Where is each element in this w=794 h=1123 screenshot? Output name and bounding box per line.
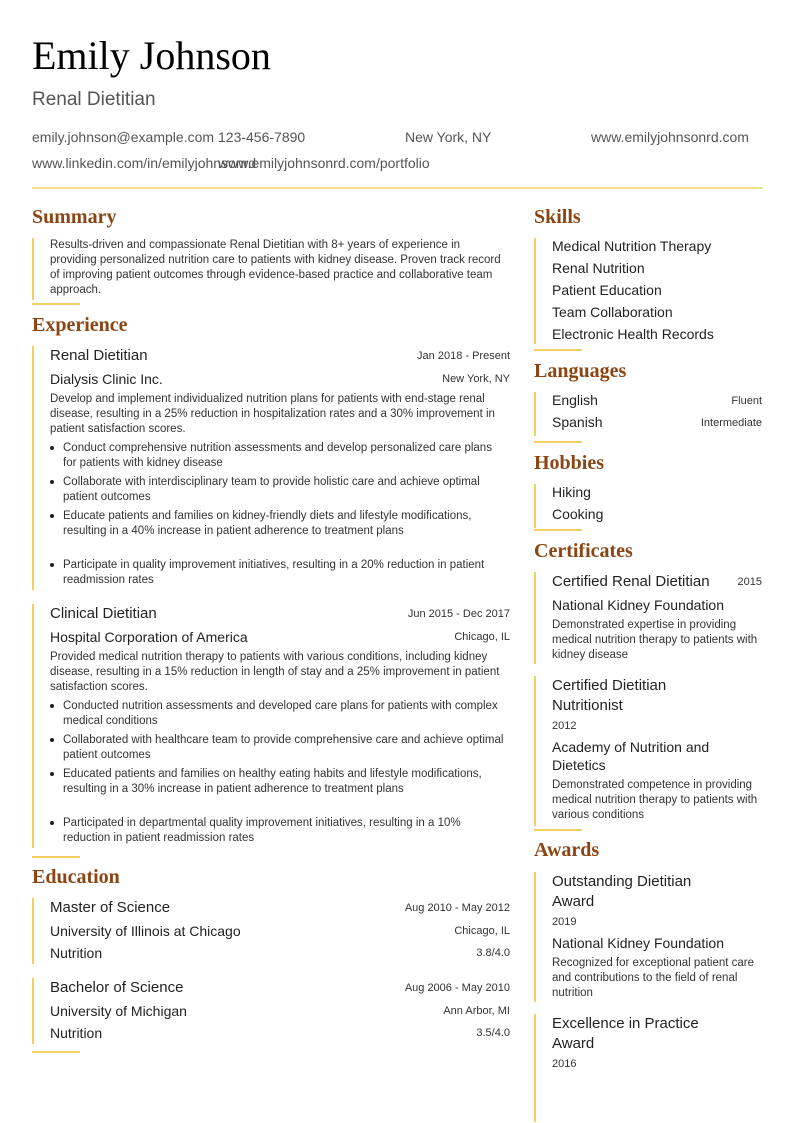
certificate-name: Certified Renal Dietitian (552, 573, 710, 590)
awards-heading: Awards (534, 839, 600, 861)
award-description: Recognized for exceptional patient care and contributions to the field of renal nutrition (552, 957, 755, 999)
languages-heading: Languages (534, 360, 627, 382)
skill-item: Renal Nutrition (552, 260, 645, 276)
education-gpa: 3.8/4.0 (476, 947, 510, 959)
languages-rule (534, 441, 582, 443)
job-description: Develop and implement individualized nutrition plans for patients with end-stage renal disease, resulting in a 25% reduction in hospitalization rates and a 30% improvement in patient satisfaction scores. (50, 393, 495, 435)
job-company: Hospital Corporation of America (50, 629, 248, 645)
award-bar (534, 872, 536, 1002)
education-heading: Education (32, 866, 120, 888)
bullet-text: Conducted nutrition assessments and developed care plans for patients with complex medical conditions (63, 700, 498, 727)
award-name-line1: Outstanding Dietitian (552, 873, 692, 890)
bullet-dot (50, 480, 54, 484)
award-issuer: National Kidney Foundation (552, 935, 725, 951)
education-gpa: 3.5/4.0 (476, 1027, 510, 1039)
job-dates: Jan 2018 - Present (417, 350, 510, 362)
education-school: University of Illinois at Chicago (50, 923, 241, 939)
certificate-issuer-line1: Academy of Nutrition and (552, 739, 710, 755)
certificate-name-line1: Certified Dietitian (552, 677, 667, 694)
bullet-text: Collaborate with interdisciplinary team to provide holistic care and achieve optimal patient outcomes (63, 476, 480, 503)
skills-rule (534, 349, 582, 351)
job-location: New York, NY (442, 373, 510, 385)
certificate-year: 2015 (737, 576, 762, 588)
experience-heading: Experience (32, 314, 128, 336)
job-company: Dialysis Clinic Inc. (50, 371, 163, 387)
job-bar (32, 604, 34, 848)
education-degree: Bachelor of Science (50, 979, 184, 996)
job-bullet (63, 699, 508, 729)
certificate-bar (534, 572, 536, 664)
bullet-text: Educated patients and families on healthy eating habits and lifestyle modifications, resulting in a 30% increase in patient adherence to treatment plans (63, 768, 482, 795)
languages-bar (534, 392, 536, 436)
linkedin-link[interactable]: www.linkedin.com/in/emilyjohnsonrd (32, 155, 257, 171)
candidate-title: Renal Dietitian (32, 89, 156, 110)
skill-item: Patient Education (552, 282, 662, 298)
bullet-dot (50, 772, 54, 776)
website-link[interactable]: www.emilyjohnsonrd.com (591, 129, 749, 145)
hobby-item: Cooking (552, 506, 604, 522)
education-field: Nutrition (50, 1025, 103, 1041)
award-name-line2: Award (552, 1035, 595, 1052)
certificate-description: Demonstrated competence in providing medical nutrition therapy to patients with various conditions (552, 779, 758, 821)
certificates-heading: Certificates (534, 540, 633, 562)
header-divider (32, 187, 763, 189)
job-bullet (63, 816, 508, 846)
summary-rule (32, 303, 80, 305)
education-location: Ann Arbor, MI (443, 1005, 510, 1017)
job-bar (32, 346, 34, 590)
bullet-dot (50, 821, 54, 825)
bullet-dot (50, 704, 54, 708)
bullet-dot (50, 563, 54, 567)
skills-bar (534, 238, 536, 344)
experience-rule (32, 856, 80, 858)
job-description: Provided medical nutrition therapy to patients with various conditions, including kidney disease, resulting in a 15% reduction in length of stay and a 25% improvement in patient satisfaction scores. (50, 651, 500, 693)
award-name-line1: Excellence in Practice (552, 1015, 699, 1032)
certificate-description: Demonstrated expertise in providing medical nutrition therapy to patients with kidney disease (552, 619, 758, 661)
award-name-line2: Award (552, 893, 595, 910)
summary-heading: Summary (32, 206, 117, 228)
hobbies-rule (534, 529, 582, 531)
certificates-rule (534, 829, 582, 831)
job-bullet (63, 441, 508, 471)
location-text: New York, NY (405, 129, 492, 145)
bullet-dot (50, 514, 54, 518)
summary-text: Results-driven and compassionate Renal Dietitian with 8+ years of experience in providing personalized nutrition care to patients with kidney disease. Proven track record of improving patient outcomes through evidence-based practice and collaborative team approach. (50, 239, 501, 296)
skill-item: Electronic Health Records (552, 326, 714, 342)
education-dates: Aug 2006 - May 2010 (404, 982, 510, 994)
education-location: Chicago, IL (454, 925, 510, 937)
job-dates: Jun 2015 - Dec 2017 (407, 608, 510, 620)
phone-text: 123-456-7890 (218, 129, 306, 145)
skill-item: Team Collaboration (552, 304, 673, 320)
award-year: 2016 (552, 1058, 577, 1070)
language-name: Spanish (552, 414, 603, 430)
hobby-item: Hiking (552, 484, 591, 500)
language-name: English (552, 392, 598, 408)
skills-heading: Skills (534, 206, 581, 228)
certificate-name-line2: Nutritionist (552, 697, 623, 714)
job-bullet (63, 733, 508, 763)
education-bar (32, 898, 34, 964)
job-title: Clinical Dietitian (50, 605, 157, 622)
bullet-text: Participate in quality improvement initiatives, resulting in a 20% reduction in patient readmission rates (63, 559, 485, 586)
candidate-name: Emily Johnson (32, 33, 271, 78)
certificate-year: 2012 (552, 720, 577, 732)
job-bullet (63, 767, 508, 797)
bullet-text: Educate patients and families on kidney-friendly diets and lifestyle modifications, resulting in a 40% increase in patient adherence to treatment plans (63, 510, 472, 537)
skill-item: Medical Nutrition Therapy (552, 238, 712, 254)
education-dates: Aug 2010 - May 2012 (404, 902, 510, 914)
bullet-text: Collaborated with healthcare team to provide comprehensive care and achieve optimal patient outcomes (63, 734, 504, 761)
language-level: Fluent (731, 395, 762, 407)
education-rule (32, 1051, 80, 1053)
portfolio-link[interactable]: www.emilyjohnsonrd.com/portfolio (218, 155, 430, 171)
language-level: Intermediate (700, 417, 762, 429)
job-bullet (63, 475, 508, 505)
certificate-bar (534, 676, 536, 826)
bullet-dot (50, 446, 54, 450)
email-link[interactable]: emily.johnson@example.com (32, 129, 215, 145)
hobbies-bar (534, 484, 536, 528)
bullet-dot (50, 738, 54, 742)
education-field: Nutrition (50, 945, 103, 961)
education-degree: Master of Science (50, 899, 171, 916)
hobbies-heading: Hobbies (534, 452, 605, 474)
job-bullet (63, 558, 508, 588)
bullet-text: Participated in departmental quality improvement initiatives, resulting in a 10% reduction in patient readmission rates (63, 817, 461, 844)
bullet-text: Conduct comprehensive nutrition assessments and develop personalized care plans for patients with kidney disease (63, 442, 492, 469)
job-bullet (63, 509, 508, 539)
job-location: Chicago, IL (454, 631, 510, 643)
award-bar (534, 1014, 536, 1122)
education-bar (32, 978, 34, 1044)
certificate-issuer-line2: Dietetics (552, 757, 606, 773)
award-year: 2019 (552, 916, 577, 928)
certificate-issuer: National Kidney Foundation (552, 597, 725, 613)
job-title: Renal Dietitian (50, 347, 148, 364)
education-school: University of Michigan (50, 1003, 187, 1019)
summary-bar (32, 238, 34, 300)
